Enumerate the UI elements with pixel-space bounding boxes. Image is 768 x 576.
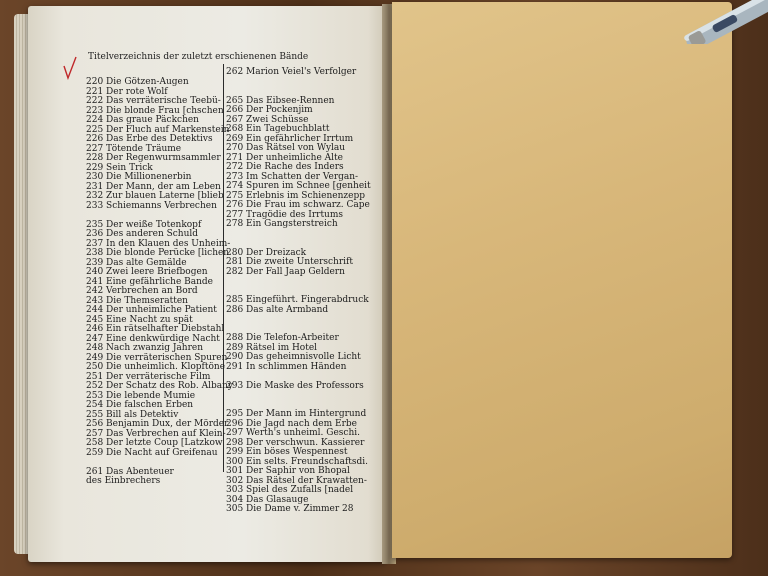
book-title-entry: 237 In den Klauen des Unheim- — [86, 238, 231, 249]
book-title-entry: 266 Der Pockenjim — [226, 105, 313, 115]
book-title-entry: 274 Spuren im Schnee [genheit — [226, 181, 371, 191]
book-title-entry: 285 Eingeführt. Fingerabdruck — [226, 295, 369, 305]
book-title-entry: 295 Der Mann im Hintergrund — [226, 409, 367, 419]
book-title-entry: 238 Die blonde Perücke [lichen — [86, 248, 230, 258]
list-gap — [226, 78, 371, 88]
book-title-entry: 280 Der Dreizack — [226, 247, 307, 258]
book-title-entry: 275 Erlebnis im Schienenzepp — [226, 190, 366, 201]
book-title-entry: 281 Die zweite Unterschrift — [226, 257, 353, 267]
book-title-entry: 302 Das Rätsel der Krawatten- — [226, 475, 367, 486]
book-title-entry: 230 Die Millionenerbin — [86, 172, 192, 182]
book-title-entry: 268 Ein Tagebuchblatt — [226, 124, 330, 134]
book-title-entry: 232 Zur blauen Laterne [blieb — [86, 191, 224, 201]
book-title-entry: 297 Werth's unheiml. Geschi. — [226, 428, 360, 438]
book-title-entry: 299 Ein böses Wespennest — [226, 447, 348, 457]
book-title-entry: 257 Das Verbrechen auf Klein- — [86, 428, 226, 439]
book-title-entry: 301 Der Saphir von Bhopal — [226, 466, 350, 476]
book-title-entry: 227 Tötende Träume — [86, 143, 182, 154]
book-title-entry: 289 Rätsel im Hotel — [226, 342, 318, 353]
pen-icon — [672, 0, 768, 44]
book-title-entry: 247 Eine denkwürdige Nacht — [86, 333, 220, 344]
book-title-entry: 258 Der letzte Coup [Latzkow — [86, 438, 223, 448]
book-title-entry: 229 Sein Trick — [86, 162, 153, 173]
book-title-entry: 236 Des anderen Schuld — [86, 229, 199, 239]
book-title-entry: 270 Das Rätsel von Wylau — [226, 143, 346, 153]
book-title-entry: 303 Spiel des Zufalls [nadel — [226, 485, 354, 495]
book-title-entry: 252 Der Schatz des Rob. Albany — [86, 381, 233, 391]
red-check-mark — [62, 56, 78, 80]
book-title-entry: 269 Ein gefährlicher Irrtum — [226, 133, 354, 144]
book-title-entry: 265 Das Eibsee-Rennen — [226, 95, 335, 106]
book-title-entry: 250 Die unheimlich. Klopftöne — [86, 362, 226, 372]
right-title-list — [226, 68, 371, 515]
book-title-entry: 286 Das alte Armband — [226, 304, 329, 315]
left-title-list — [86, 78, 233, 487]
book-title-entry: 240 Zwei leere Briefbogen — [86, 267, 208, 277]
book-title-entry: 241 Eine gefährliche Bande — [86, 276, 213, 287]
book-title-entry: 224 Das graue Päckchen — [86, 115, 199, 125]
book-title-entry: 278 Ein Gangsterstreich — [226, 219, 338, 229]
book-title-entry: 222 Das verräterische Teebü- — [86, 96, 221, 106]
book-title-entry: 259 Die Nacht auf Greifenau — [86, 447, 218, 458]
book-title-entry: 243 Die Themseratten — [86, 295, 188, 306]
book-title-entry: 293 Die Maske des Professors — [226, 380, 364, 391]
book-title-entry: 271 Der unheimliche Alte — [226, 152, 343, 163]
book-title-entry: 262 Marion Veiel's Verfolger — [226, 67, 357, 77]
book-title-entry: 249 Die verräterischen Spuren — [86, 352, 228, 363]
book-title-entry: 221 Der rote Wolf — [86, 86, 168, 97]
book-title-entry: 223 Die blonde Frau [chschen — [86, 105, 224, 116]
book-title-entry: 288 Die Telefon-Arbeiter — [226, 333, 339, 343]
page-title: Titelverzeichnis der zuletzt erschienenen Bände — [88, 52, 309, 62]
book-title-entry: 267 Zwei Schüsse — [226, 114, 309, 125]
list-gap — [226, 315, 371, 325]
book-title-entry: 248 Nach zwanzig Jahren — [86, 343, 204, 353]
book-title-entry: 304 Das Glasauge — [226, 494, 309, 505]
book-title-entry: 290 Das geheimnisvolle Licht — [226, 352, 361, 362]
list-gap — [226, 391, 371, 401]
book-title-entry: 226 Das Erbe des Detektivs — [86, 134, 213, 144]
book-title-entry: 261 Das Abenteuer — [86, 466, 174, 477]
book-title-entry: 255 Bill als Detektiv — [86, 409, 179, 420]
book-title-entry: 225 Der Fluch auf Markenstein — [86, 124, 230, 135]
book-title-entry: 296 Die Jagd nach dem Erbe — [226, 418, 357, 429]
book-title-entry: 282 Der Fall Jaap Geldern — [226, 266, 345, 277]
book-title-entry: 244 Der unheimliche Patient — [86, 305, 217, 315]
book-title-entry: 235 Der weiße Totenkopf — [86, 219, 202, 230]
book-title-entry: 231 Der Mann, der am Leben — [86, 181, 221, 192]
book-title-entry: 245 Eine Nacht zu spät — [86, 314, 193, 325]
book-title-entry: 305 Die Dame v. Zimmer 28 — [226, 504, 354, 514]
book-title-entry: 239 Das alte Gemälde — [86, 257, 187, 268]
book-title-entry: 242 Verbrechen an Bord — [86, 286, 198, 296]
list-gap — [226, 230, 371, 240]
book-title-entry: 256 Benjamin Dux, der Mörder — [86, 419, 229, 429]
book-title-entry: 254 Die falschen Erben — [86, 400, 194, 410]
book-title-entry: 246 Ein rätselhafter Diebstahl — [86, 324, 225, 334]
book-title-entry: des Einbrechers — [86, 476, 161, 486]
book-title-entry: 220 Die Götzen-Augen — [86, 77, 189, 87]
book-title-entry: 253 Die lebende Mumie — [86, 390, 196, 401]
book-title-entry: 300 Ein selts. Freundschaftsdi. — [226, 456, 369, 467]
book-title-entry: 298 Der verschwun. Kassierer — [226, 437, 365, 448]
book-title-entry: 273 Im Schatten der Vergan- — [226, 171, 359, 182]
book-title-entry: 272 Die Rache des Inders — [226, 162, 344, 172]
book-title-entry: 251 Der verräterische Film — [86, 371, 211, 382]
book-title-entry: 291 In schlimmen Händen — [226, 361, 347, 372]
list-gap — [226, 277, 371, 287]
book-title-entry: 228 Der Regenwurmsammler — [86, 153, 221, 163]
book-title-entry: 276 Die Frau im schwarz. Cape — [226, 200, 370, 210]
right-blank-page — [392, 2, 732, 558]
book-title-entry: 277 Tragödie des Irrtums — [226, 209, 344, 220]
book-title-entry: 233 Schiemanns Verbrechen — [86, 200, 217, 211]
